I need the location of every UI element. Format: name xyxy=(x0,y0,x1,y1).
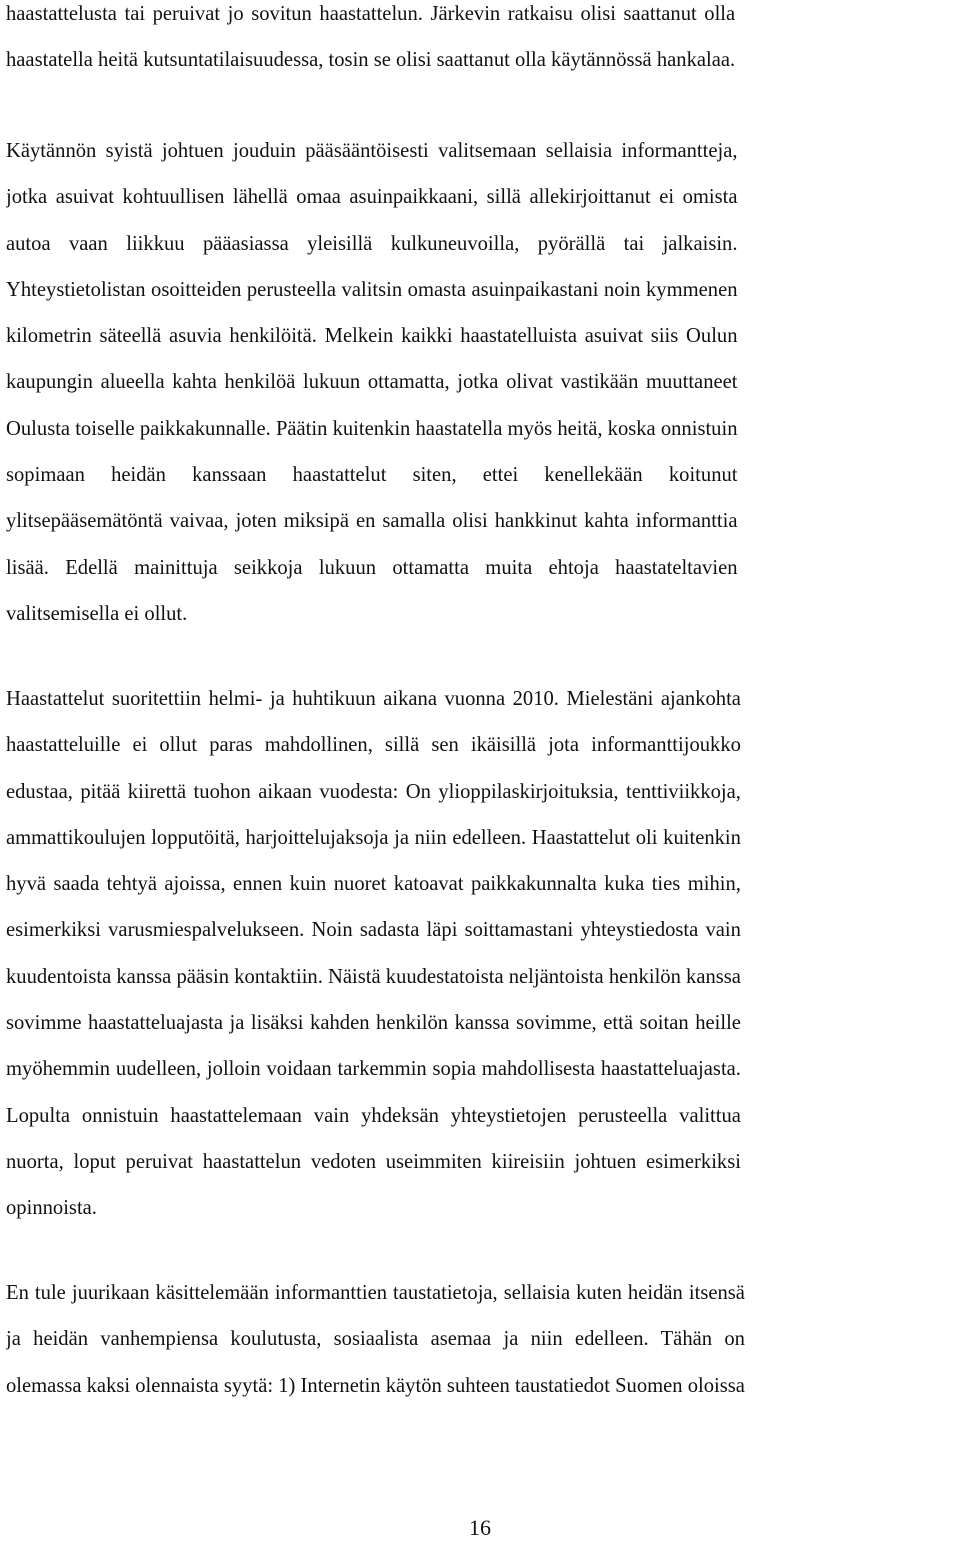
text-line: ammattikoulujen lopputöitä, harjoittelujaksoja ja niin edelleen. Haastattelut oli kuitenkin xyxy=(6,826,741,849)
text-line: kilometrin säteellä asuvia henkilöitä. Melkein kaikki haastatelluista asuivat siis Oulun xyxy=(6,325,738,348)
text-line: hyvä saada tehtyä ajoissa, ennen kuin nuoret katoavat paikkakunnalta kuka ties mihin, xyxy=(6,873,741,896)
text-line: edustaa, pitää kiirettä tuohon aikaan vuodesta: On ylioppilaskirjoituksia, tenttiviikkoja, xyxy=(6,780,741,803)
text-line: kuudentoista kanssa pääsin kontaktiin. Näistä kuudestatoista neljäntoista henkilön kanssa xyxy=(6,965,741,988)
text-line: Yhteystietolistan osoitteiden perusteella valitsin omasta asuinpaikastani noin kymmenen xyxy=(6,278,738,301)
text-line: En tule juurikaan käsittelemään informanttien taustatietoja, sellaisia kuten heidän itsensä xyxy=(6,1282,745,1304)
text-line: ylitsepääsemätöntä vaivaa, joten miksipä en samalla olisi hankkinut kahta informanttia xyxy=(6,510,738,533)
page-number: 16 xyxy=(469,1515,491,1540)
text-line: autoa vaan liikkuu pääasiassa yleisillä kulkuneuvoilla, pyörällä tai jalkaisin. xyxy=(6,232,738,255)
text-line: olemassa kaksi olennaista syytä: 1) Internetin käytön suhteen taustatiedot Suomen oloissa xyxy=(6,1374,745,1397)
text-line: kaupungin alueella kahta henkilöä lukuun ottamatta, jotka olivat vastikään muuttaneet xyxy=(6,371,738,394)
text-line: sopimaan heidän kanssaan haastattelut siten, ettei kenellekään koitunut xyxy=(6,464,738,487)
text-line: myöhemmin uudelleen, jolloin voidaan tarkemmin sopia mahdollisesta haastatteluajasta. xyxy=(6,1058,741,1081)
text-line: sovimme haastatteluajasta ja lisäksi kahden henkilön kanssa sovimme, että soitan heille xyxy=(6,1012,741,1035)
text-line: Haastattelut suoritettiin helmi- ja huhtikuun aikana vuonna 2010. Mielestäni ajankohta xyxy=(6,688,741,710)
paragraph-3 xyxy=(6,676,741,1232)
text-line: haastatella heitä kutsuntatilaisuudessa, tosin se olisi saattanut olla käytännössä hankalaa. xyxy=(6,49,736,72)
text-line: valitsemisella ei ollut. xyxy=(6,602,188,625)
text-line: lisää. Edellä mainittuja seikkoja lukuun ottamatta muita ehtoja haastateltavien xyxy=(6,556,738,579)
text-line: nuorta, loput peruivat haastattelun vedoten useimmiten kiireisiin johtuen esimerkiksi xyxy=(6,1150,741,1173)
text-line: Käytännön syistä johtuen jouduin pääsääntöisesti valitsemaan sellaisia informantteja, xyxy=(6,140,738,162)
paragraph-2 xyxy=(6,128,738,637)
text-line: esimerkiksi varusmiespalvelukseen. Noin sadasta läpi soittamastani yhteystiedosta vain xyxy=(6,919,741,942)
paragraph-1 xyxy=(6,0,735,84)
text-line: haastattelusta tai peruivat jo sovitun haastattelun. Järkevin ratkaisu olisi saattanut olla xyxy=(6,3,736,25)
text-line: Oulusta toiselle paikkakunnalle. Päätin kuitenkin haastatella myös heitä, koska onnistuin xyxy=(6,417,738,440)
text-line: opinnoista. xyxy=(6,1197,97,1220)
paragraph-4 xyxy=(6,1270,745,1409)
text-line: haastatteluille ei ollut paras mahdollinen, sillä sen ikäisillä jota informanttijoukko xyxy=(6,734,741,757)
text-line: ja heidän vanhempiensa koulutusta, sosiaalista asemaa ja niin edelleen. Tähän on xyxy=(6,1328,745,1351)
text-line: Lopulta onnistuin haastattelemaan vain yhdeksän yhteystietojen perusteella valittua xyxy=(6,1104,741,1127)
text-line: jotka asuivat kohtuullisen lähellä omaa asuinpaikkaani, sillä allekirjoittanut ei omista xyxy=(6,186,738,209)
